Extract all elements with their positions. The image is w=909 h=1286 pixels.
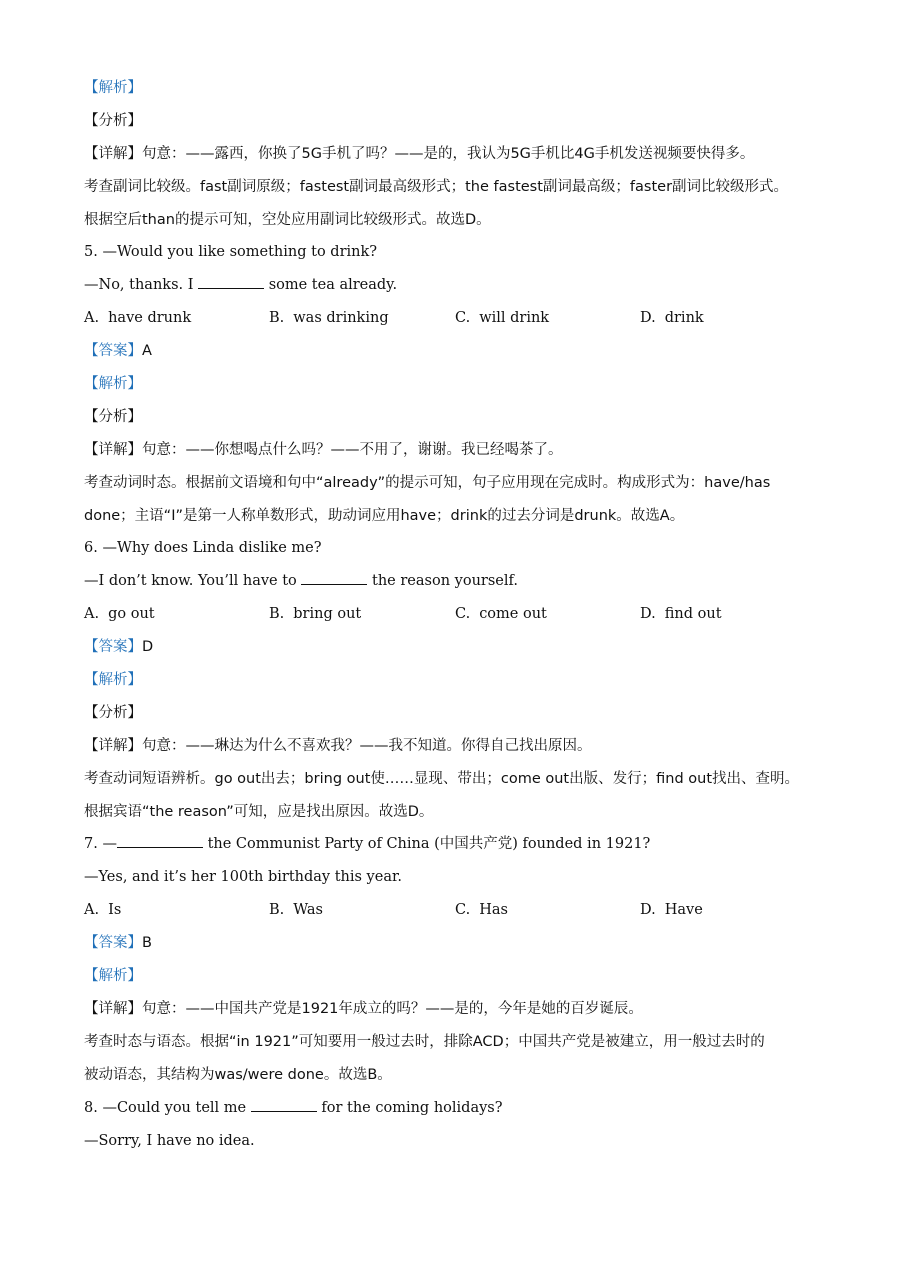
question-stem: 5. —Would you like something to drink? <box>84 244 378 261</box>
jiexi-heading <box>84 664 844 697</box>
answer-value: B <box>142 935 152 952</box>
option-b: B. bring out <box>269 606 362 623</box>
question-reply <box>84 565 844 598</box>
detail-text: 句意：——中国共产党是1921年成立的吗？——是的，今年是她的百岁诞辰。 <box>142 1000 643 1017</box>
answer-value: A <box>142 343 152 360</box>
question-reply <box>84 269 844 302</box>
options-row <box>84 302 844 335</box>
detail-line <box>84 434 844 467</box>
answer-line <box>84 927 844 960</box>
detail-line <box>84 138 844 171</box>
jiexi-heading <box>84 368 844 401</box>
xiangjie-label: 【详解】 <box>84 145 142 162</box>
option-b: B. Was <box>269 902 323 919</box>
answer-value: D <box>142 639 154 656</box>
jiexi-label: 【解析】 <box>84 968 142 985</box>
option-d: D. Have <box>640 902 703 919</box>
jiexi-label: 【解析】 <box>84 376 142 393</box>
answer-blank <box>117 835 203 848</box>
detail-line: 根据宾语“the reason”可知，应是找出原因。故选D。 <box>84 803 434 820</box>
option-b: B. was drinking <box>269 310 389 327</box>
stem-text-after: for the coming holidays? <box>321 1099 503 1116</box>
reply-text-before: —No, thanks. I <box>84 277 194 294</box>
stem-text-before: 8. —Could you tell me <box>84 1099 247 1116</box>
option-a: A. have drunk <box>84 310 192 327</box>
document-page <box>84 72 844 1157</box>
detail-line: 考查动词短语辨析。go out出去；bring out使……显现、带出；come out出版、发行；find out找出、查明。 <box>84 770 800 787</box>
fenxi-label: 【分析】 <box>84 704 142 721</box>
xiangjie-label: 【详解】 <box>84 1000 142 1017</box>
options-row <box>84 894 844 927</box>
reply-text-before: —I don’t know. You’ll have to <box>84 573 297 590</box>
answer-line <box>84 335 844 368</box>
question-stem: 6. —Why does Linda dislike me? <box>84 540 322 557</box>
detail-line: 根据空后than的提示可知，空处应用副词比较级形式。故选D。 <box>84 211 491 228</box>
options-row <box>84 598 844 631</box>
detail-text: 句意：——露西，你换了5G手机了吗？——是的，我认为5G手机比4G手机发送视频要快得多。 <box>142 145 755 162</box>
fenxi-heading <box>84 105 844 138</box>
detail-line: 考查时态与语态。根据“in 1921”可知要用一般过去时，排除ACD；中国共产党是被建立，用一般过去时的 <box>84 1033 765 1050</box>
question-reply: —Sorry, I have no idea. <box>84 1132 255 1149</box>
question-reply: —Yes, and it’s her 100th birthday this year. <box>84 869 402 886</box>
fenxi-label: 【分析】 <box>84 112 142 129</box>
stem-text-before: 7. — <box>84 836 117 853</box>
detail-line <box>84 730 844 763</box>
jiexi-label: 【解析】 <box>84 80 142 96</box>
answer-blank <box>301 572 367 585</box>
detail-text: 句意：——琳达为什么不喜欢我？——我不知道。你得自己找出原因。 <box>142 737 592 754</box>
jiexi-label: 【解析】 <box>84 672 142 689</box>
detail-line <box>84 993 844 1026</box>
reply-text-after: the reason yourself. <box>372 573 518 590</box>
detail-line: done；主语“I”是第一人称单数形式，助动词应用have；drink的过去分词是drunk。故选A。 <box>84 507 685 524</box>
xiangjie-label: 【详解】 <box>84 441 142 458</box>
xiangjie-label: 【详解】 <box>84 737 142 754</box>
question-stem <box>84 1092 844 1125</box>
fenxi-label: 【分析】 <box>84 408 142 425</box>
daan-label: 【答案】 <box>84 639 142 656</box>
option-c: C. come out <box>455 606 547 623</box>
jiexi-heading <box>84 960 844 993</box>
fenxi-heading <box>84 697 844 730</box>
option-c: C. will drink <box>455 310 550 327</box>
question-stem <box>84 828 844 861</box>
option-a: A. go out <box>84 606 155 623</box>
detail-line: 被动语态，其结构为was/were done。故选B。 <box>84 1066 392 1083</box>
detail-line: 考查动词时态。根据前文语境和句中“already”的提示可知，句子应用现在完成时。构成形式为：have/has <box>84 474 771 491</box>
reply-text-after: some tea already. <box>268 277 398 294</box>
daan-label: 【答案】 <box>84 935 142 952</box>
daan-label: 【答案】 <box>84 343 142 360</box>
detail-line: 考查副词比较级。fast副词原级；fastest副词最高级形式；the fastest副词最高级；faster副词比较级形式。 <box>84 178 789 195</box>
option-d: D. find out <box>640 606 722 623</box>
answer-blank <box>251 1099 317 1112</box>
jiexi-heading <box>84 72 844 105</box>
fenxi-heading <box>84 401 844 434</box>
option-d: D. drink <box>640 310 704 327</box>
answer-line <box>84 631 844 664</box>
answer-blank <box>198 276 264 289</box>
detail-text: 句意：——你想喝点什么吗？——不用了，谢谢。我已经喝茶了。 <box>142 441 563 458</box>
stem-text-after: the Communist Party of China (中国共产党) founded in 1921? <box>207 836 651 853</box>
option-a: A. Is <box>84 902 122 919</box>
option-c: C. Has <box>455 902 508 919</box>
